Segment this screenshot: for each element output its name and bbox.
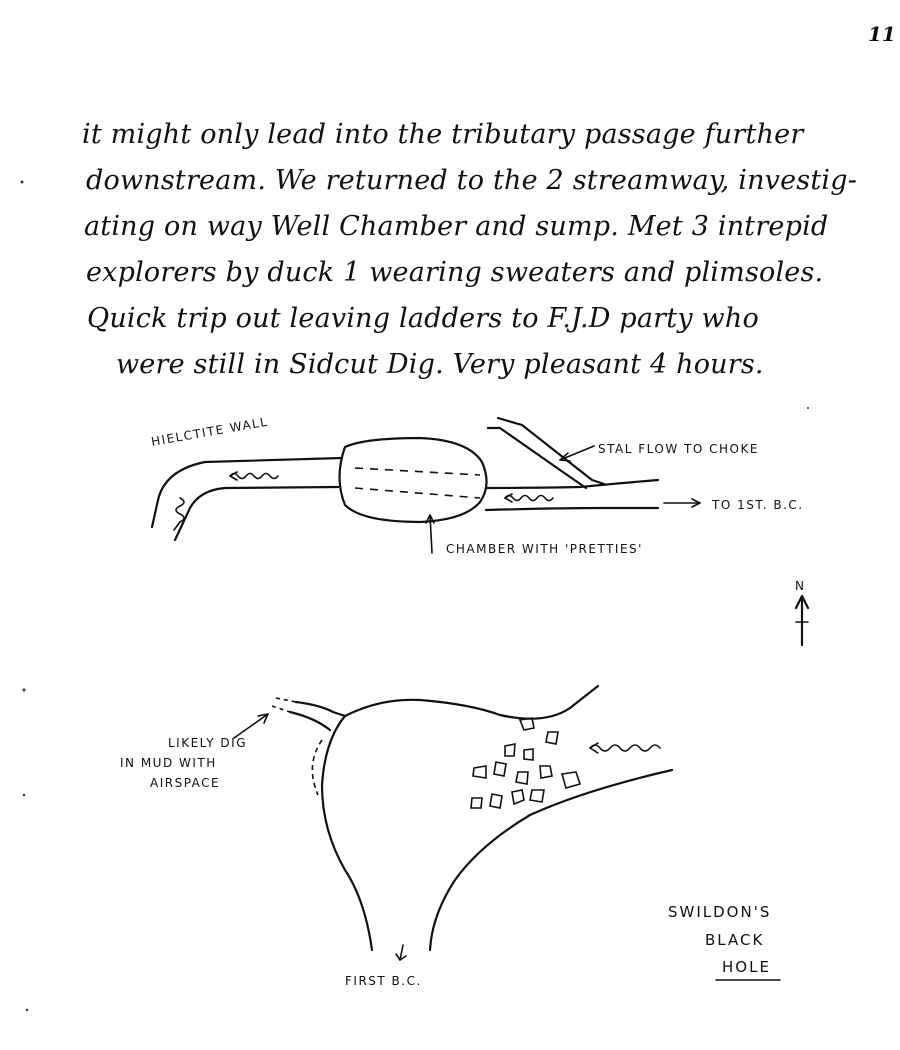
boulders: [471, 718, 580, 808]
dig-passage: [296, 702, 345, 716]
chamber-dashed-line: [355, 488, 480, 498]
to-first-bc-label: TO 1ST. B.C.: [712, 498, 804, 512]
wall-label: HIELCTITE WALL: [150, 414, 270, 449]
scan-speckles: [21, 181, 810, 1012]
passage-wall: [152, 458, 342, 527]
cave-wall: [322, 716, 372, 950]
north-arrow-icon: [795, 579, 808, 645]
text-line: it might only lead into the tributary passage further: [82, 119, 804, 150]
sketch-title-line-1: SWILDON'S: [668, 903, 772, 921]
chamber-outline: [340, 438, 487, 522]
passage-wall: [486, 480, 658, 488]
text-line: Quick trip out leaving ladders to F.J.D party who: [87, 303, 759, 334]
stal-flow-label: STAL FLOW TO CHOKE: [598, 442, 759, 456]
dig-label-line-2: IN MUD WITH: [120, 756, 217, 770]
stream-wave-icon: [590, 745, 660, 751]
chamber-dashed-line: [355, 468, 480, 475]
sketch-chamber-pretties: [150, 415, 804, 556]
text-line: downstream. We returned to the 2 streamway, investig-: [86, 165, 858, 196]
text-line: explorers by duck 1 wearing sweaters and plimsoles.: [86, 257, 824, 288]
stream-wave-icon: [505, 496, 553, 501]
text-line: ating on way Well Chamber and sump. Met 3 intrepid: [84, 211, 829, 242]
stal-flow-branch: [498, 418, 604, 484]
sketch-title-line-2: BLACK: [705, 931, 765, 949]
passage-wall: [486, 508, 658, 510]
first-bc-label: FIRST B.C.: [345, 974, 422, 988]
cave-wall: [430, 770, 672, 950]
pointer-arrow: [560, 446, 594, 460]
sketch-title-line-3: HOLE: [722, 958, 771, 976]
page-number: 11: [868, 22, 896, 46]
passage-wall: [175, 487, 338, 540]
dig-passage: [290, 712, 330, 730]
pointer-arrow: [234, 714, 268, 738]
north-label: N: [795, 579, 806, 593]
dashed-arc: [312, 740, 322, 795]
cave-wall: [345, 686, 598, 719]
chamber-label: CHAMBER WITH 'PRETTIES': [446, 542, 643, 556]
text-line: were still in Sidcut Dig. Very pleasant 4 hours.: [116, 349, 764, 380]
dig-label-line-3: AIRSPACE: [150, 776, 221, 790]
sketch-black-hole: [120, 686, 780, 988]
dig-label-line-1: LIKELY DIG: [168, 736, 247, 750]
stream-wave-icon: [230, 474, 278, 479]
